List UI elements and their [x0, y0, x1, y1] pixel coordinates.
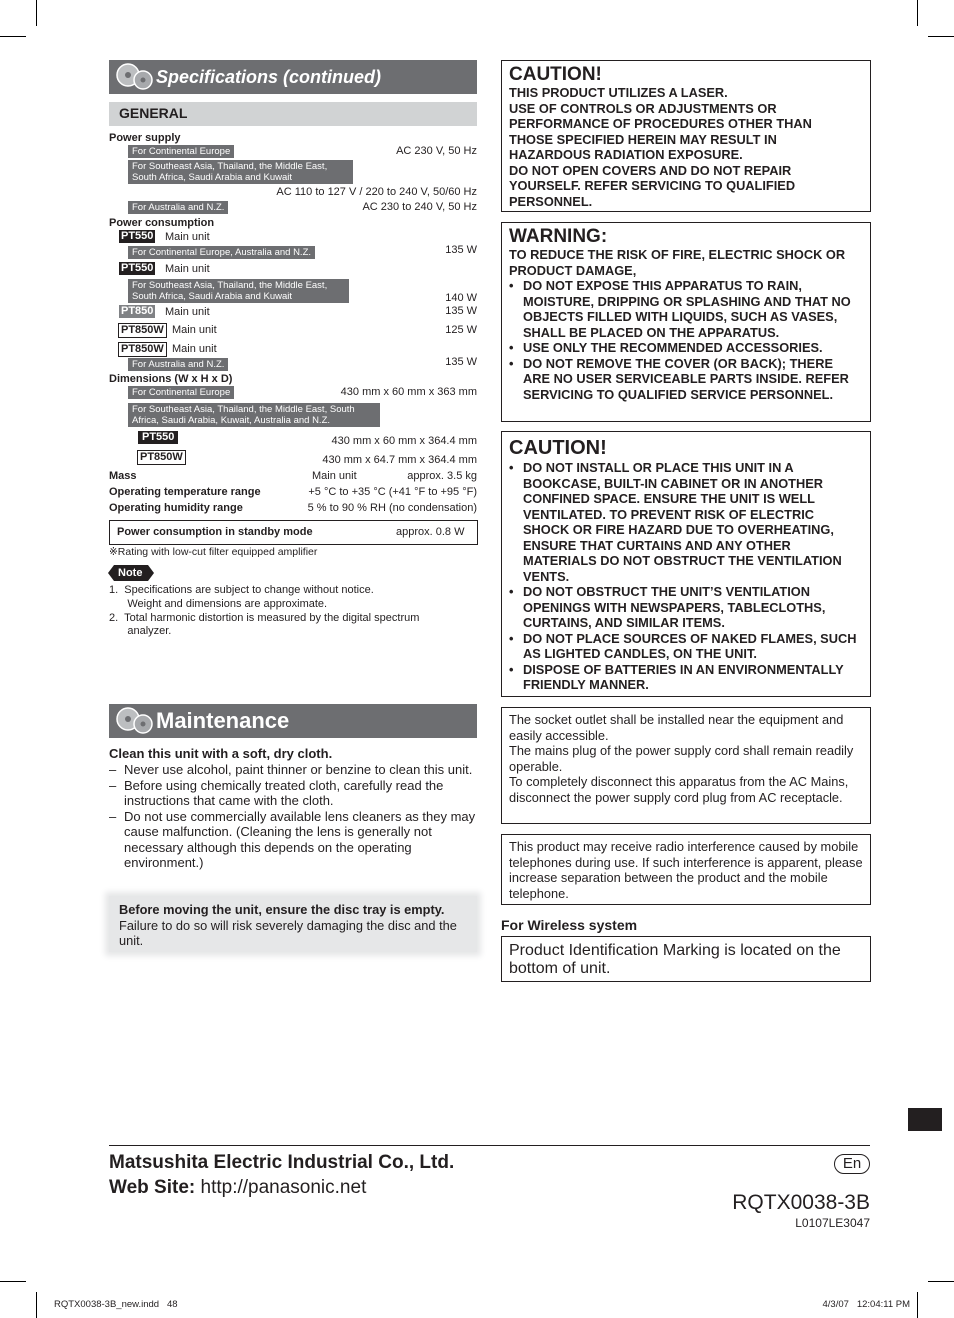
warning-box [501, 222, 871, 422]
spec-value: 135 W [445, 244, 477, 256]
crop-mark [928, 36, 954, 37]
maintenance-list [109, 762, 477, 871]
tray-warning-box [109, 896, 477, 952]
region-tag: For Continental Europe [128, 386, 234, 399]
disc-icon [115, 706, 155, 736]
wireless-text: Product Identification Marking is located on the bottom of unit. [509, 942, 841, 977]
unit-label: Main unit [312, 470, 357, 482]
power-consumption-label: Power consumption [109, 217, 215, 229]
unit-label: Main unit [172, 343, 217, 355]
warning-intro: TO REDUCE THE RISK OF FIRE, ELECTRIC SHOCK OR PRODUCT DAMAGE, [509, 247, 846, 278]
website-url[interactable]: http://panasonic.net [200, 1177, 367, 1198]
list-item: • DO NOT INSTALL OR PLACE THIS UNIT IN A BOOKCASE, BUILT-IN CABINET OR IN ANOTHER CONFINED SPACE. ENSURE THE UNIT IS WELL VENTILATED. TO PREVENT RISK OF ELECTRIC SHOCK OR FIRE HAZARD DUE TO OVERHEATING, ENSURE THAT CURTAINS AND ANY OTHER MATERIALS DO NOT OBSTRUCT THE VENTILATION VENTS. [509, 460, 863, 584]
list-item [109, 809, 477, 871]
wireless-heading: For Wireless system [501, 917, 638, 933]
model-badge: PT550 [121, 262, 154, 274]
page-edge-tab [908, 1108, 942, 1131]
general-subheading: GENERAL [119, 105, 188, 121]
region-tag-line: For Southeast Asia, Thailand, the Middle East, South [132, 404, 355, 415]
temp-label: Operating temperature range [109, 486, 261, 498]
model-badge: PT550 [138, 431, 178, 444]
specs-heading-bar [109, 60, 477, 94]
note-line: 1. Specifications are subject to change without notice. [109, 584, 374, 596]
dash: – [109, 777, 117, 793]
list-item [109, 762, 477, 778]
general-subheading-bar [109, 102, 477, 126]
caution-line: THIS PRODUCT UTILIZES A LASER. [509, 85, 728, 100]
note-line: analyzer. [109, 625, 172, 637]
caution-title: CAUTION! [509, 64, 602, 85]
spec-value: AC 110 to 127 V / 220 to 240 V, 50/60 Hz [276, 186, 477, 198]
document-code: RQTX0038-3B [732, 1191, 870, 1214]
model-badge: PT850W [118, 323, 167, 338]
region-tag-line: For Southeast Asia, Thailand, the Middle East, [132, 280, 328, 291]
list-item-text: Do not use commercially available lens cleaners as they may cause malfunction. (Cleaning the lens is generally not necessary although this depends on the operating environment.) [124, 808, 476, 870]
region-tag [128, 279, 349, 303]
unit-label: Main unit [172, 324, 217, 336]
tray-warning-text: Failure to do so will risk severely damaging the disc and the unit. [119, 917, 457, 948]
model-badge: PT850 [121, 305, 154, 317]
list-item: • DO NOT OBSTRUCT THE UNIT’S VENTILATION OPENINGS WITH NEWSPAPERS, TABLECLOTHS, CURTAINS, AND SIMILAR ITEMS. [509, 584, 863, 631]
maintenance-heading: Maintenance [156, 708, 290, 733]
region-tag-line: Africa, Saudi Arabia, Kuwait, Australia and N.Z. [132, 415, 331, 426]
unit-label: Main unit [165, 306, 210, 318]
footnote: ※Rating with low-cut filter equipped amplifier [109, 546, 318, 558]
caution-title: CAUTION! [509, 437, 607, 459]
crop-mark [36, 0, 37, 26]
region-tag: For Australia and N.Z. [128, 201, 228, 214]
maintenance-lead: Clean this unit with a soft, dry cloth. [109, 746, 333, 761]
dash: – [109, 762, 117, 777]
list-item: • DO NOT REMOVE THE COVER (OR BACK); THERE ARE NO USER SERVICEABLE PARTS INSIDE. REFER SERVICING TO QUALIFIED SERVICE PERSONNEL. [509, 356, 863, 403]
tray-warning-bold: Before moving the unit, ensure the disc tray is empty. [119, 902, 445, 917]
list-item-text: Never use alcohol, paint thinner or benzine to clean this unit. [124, 762, 473, 777]
region-tag: For Australia and N.Z. [128, 358, 228, 371]
warning-list [509, 278, 863, 402]
crop-mark [36, 1292, 37, 1318]
document-subcode: L0107LE3047 [795, 1216, 870, 1230]
model-badge: PT550 [121, 230, 154, 242]
dimensions-label: Dimensions (W x H x D) [109, 373, 233, 385]
crop-mark [0, 36, 26, 37]
unit-label: Main unit [165, 231, 210, 243]
company-name: Matsushita Electric Industrial Co., Ltd. [109, 1152, 455, 1173]
power-supply-label: Power supply [109, 132, 181, 144]
caution-line: THOSE SPECIFIED HEREIN MAY RESULT IN [509, 131, 777, 147]
maintenance-heading-bar [109, 704, 477, 738]
region-tag-line: For Southeast Asia, Thailand, the Middle East, [132, 161, 328, 172]
website [109, 1177, 366, 1199]
language-code: En [842, 1155, 862, 1172]
caution-line: PERFORMANCE OF PROCEDURES OTHER THAN [509, 116, 812, 131]
standby-label: Power consumption in standby mode [117, 526, 313, 538]
region-tag [128, 160, 353, 184]
website-label: Web Site: [109, 1177, 196, 1198]
list-item-text: Before using chemically treated cloth, carefully read the instructions that came with the cloth. [124, 777, 444, 808]
list-item: • DO NOT EXPOSE THIS APPARATUS TO RAIN, MOISTURE, DRIPPING OR SPLASHING AND THAT NO OBJECTS FILLED WITH LIQUIDS, SUCH AS VASES, SHALL BE PLACED ON THE APPARATUS. [509, 278, 863, 340]
spec-value: 140 W [445, 292, 477, 304]
spec-value: approx. 3.5 kg [407, 470, 477, 482]
spec-value: 430 mm x 60 mm x 363 mm [340, 386, 477, 398]
list-item: • DO NOT PLACE SOURCES OF NAKED FLAMES, SUCH AS LIGHTED CANDLES, ON THE UNIT. [509, 631, 863, 662]
region-tag-line: South Africa, Saudi Arabia and Kuwait [132, 172, 293, 183]
socket-text: The socket outlet shall be installed near the equipment and easily accessible. [509, 712, 844, 743]
caution-line: PERSONNEL. [509, 193, 593, 209]
warning-title: WARNING: [509, 226, 608, 247]
spec-value: 430 mm x 64.7 mm x 364.4 mm [322, 454, 477, 466]
mass-label: Mass [109, 470, 137, 482]
list-item: • USE ONLY THE RECOMMENDED ACCESSORIES. [509, 340, 863, 356]
spec-value: 125 W [445, 324, 477, 336]
spec-value: 135 W [445, 305, 477, 317]
dash: – [109, 808, 117, 824]
list-item: • DISPOSE OF BATTERIES IN AN ENVIRONMENTALLY FRIENDLY MANNER. [509, 662, 863, 693]
spec-value: AC 230 to 240 V, 50 Hz [362, 201, 477, 213]
spec-value: AC 230 V, 50 Hz [396, 145, 477, 157]
note-label: Note [118, 567, 143, 579]
socket-box [501, 707, 871, 824]
standby-value: approx. 0.8 W [396, 526, 465, 538]
file-name: RQTX0038-3B_new.indd 48 [54, 1299, 178, 1310]
model-badge: PT850W [118, 342, 167, 357]
note-line: 2. Total harmonic distortion is measured by the digital spectrum [109, 612, 420, 624]
spec-value: 430 mm x 60 mm x 364.4 mm [331, 435, 477, 447]
caution-ventilation-box [501, 431, 871, 697]
socket-text: The mains plug of the power supply cord shall remain readily operable. [509, 743, 854, 774]
specs-heading: Specifications (continued) [156, 67, 382, 87]
language-badge [834, 1154, 870, 1174]
spec-value: 5 % to 90 % RH (no condensation) [307, 502, 477, 514]
disc-icon [115, 62, 155, 92]
caution-list [509, 460, 863, 693]
spec-value: 135 W [445, 356, 477, 368]
footer-rule [109, 1145, 870, 1146]
region-tag: For Continental Europe, Australia and N.Z. [128, 246, 315, 259]
caution-line: YOURSELF. REFER SERVICING TO QUALIFIED [509, 178, 796, 193]
socket-text: To completely disconnect this apparatus from the AC Mains, disconnect the power supply cord plug from AC receptacle. [509, 774, 849, 805]
region-tag-line: South Africa, Saudi Arabia and Kuwait [132, 291, 293, 302]
crop-mark [917, 0, 918, 26]
region-tag [128, 403, 380, 427]
standby-box [109, 520, 478, 545]
caution-line: DO NOT OPEN COVERS AND DO NOT REPAIR [509, 162, 792, 178]
crop-mark [0, 1281, 26, 1282]
model-badge: PT850W [137, 450, 186, 465]
caution-line: USE OF CONTROLS OR ADJUSTMENTS OR [509, 100, 777, 116]
caution-line: HAZARDOUS RADIATION EXPOSURE. [509, 147, 743, 162]
note-line: Weight and dimensions are approximate. [109, 598, 328, 610]
crop-mark [928, 1281, 954, 1282]
list-item [109, 778, 477, 809]
caution-laser-box [501, 60, 871, 212]
wireless-box [501, 936, 871, 982]
spec-value: +5 °C to +35 °C (+41 °F to +95 °F) [308, 486, 477, 498]
print-date: 4/3/07 12:04:11 PM [822, 1299, 910, 1310]
region-tag: For Continental Europe [128, 145, 234, 158]
radio-text: This product may receive radio interference caused by mobile telephones during use. If such interference is apparent, please increase separation between the product and the mobile telephone. [509, 839, 863, 901]
humidity-label: Operating humidity range [109, 502, 243, 514]
radio-interference-box [501, 834, 871, 905]
unit-label: Main unit [165, 263, 210, 275]
crop-mark [917, 1292, 918, 1318]
